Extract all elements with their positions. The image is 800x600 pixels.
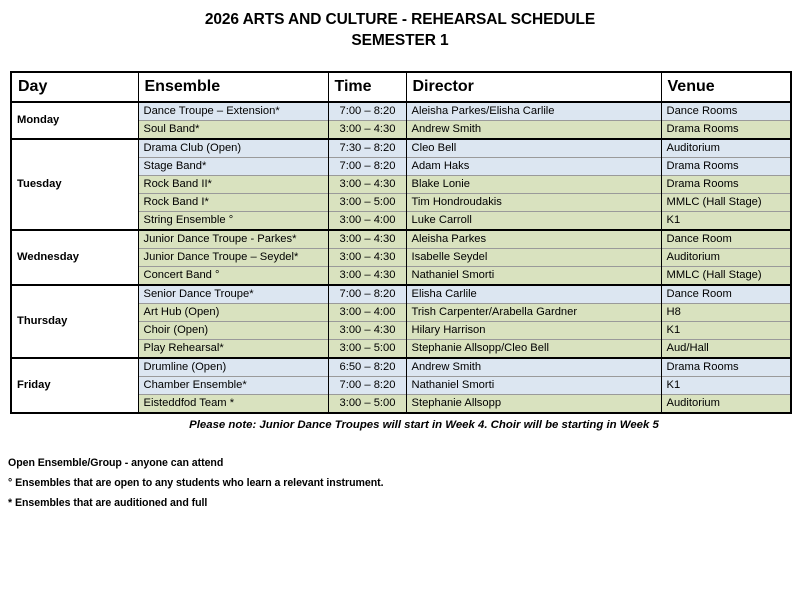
time-cell: 3:00 – 5:00 [328,395,406,414]
time-cell: 3:00 – 4:30 [328,249,406,267]
director-cell: Stephanie Allsopp [406,395,661,414]
day-cell: Thursday [11,285,138,358]
venue-cell: Auditorium [661,395,791,414]
director-cell: Blake Lonie [406,176,661,194]
venue-cell: Dance Room [661,285,791,304]
director-cell: Andrew Smith [406,358,661,377]
header-row [11,72,791,102]
venue-cell: K1 [661,377,791,395]
table-row [11,285,791,304]
column-header-ensemble: Ensemble [138,72,328,102]
day-cell: Friday [11,358,138,413]
director-cell: Tim Hondroudakis [406,194,661,212]
ensemble-cell: Drumline (Open) [138,358,328,377]
table-row [11,102,791,121]
director-cell: Luke Carroll [406,212,661,231]
footnotes-block [8,453,800,513]
venue-cell: Aud/Hall [661,340,791,359]
time-cell: 7:00 – 8:20 [328,285,406,304]
venue-cell: K1 [661,212,791,231]
director-cell: Nathaniel Smorti [406,377,661,395]
venue-cell: Auditorium [661,249,791,267]
director-cell: Andrew Smith [406,121,661,140]
time-cell: 3:00 – 4:30 [328,121,406,140]
table-row [11,358,791,377]
table-row [11,230,791,249]
director-cell: Hilary Harrison [406,322,661,340]
day-cell: Monday [11,102,138,139]
day-cell: Wednesday [11,230,138,285]
ensemble-cell: Dance Troupe – Extension* [138,102,328,121]
table-header [11,72,791,102]
footnote-line: * Ensembles that are auditioned and full [8,497,208,509]
director-cell: Trish Carpenter/Arabella Gardner [406,304,661,322]
time-cell: 3:00 – 4:00 [328,212,406,231]
venue-cell: Drama Rooms [661,158,791,176]
column-header-venue: Venue [661,72,791,102]
column-header-director: Director [406,72,661,102]
schedule-table-wrapper [10,71,790,414]
time-cell: 3:00 – 4:30 [328,267,406,286]
time-cell: 3:00 – 4:30 [328,230,406,249]
director-cell: Isabelle Seydel [406,249,661,267]
time-cell: 3:00 – 5:00 [328,194,406,212]
venue-cell: Dance Room [661,230,791,249]
director-cell: Nathaniel Smorti [406,267,661,286]
ensemble-cell: Soul Band* [138,121,328,140]
time-cell: 7:00 – 8:20 [328,158,406,176]
director-cell: Stephanie Allsopp/Cleo Bell [406,340,661,359]
ensemble-cell: Rock Band I* [138,194,328,212]
day-cell: Tuesday [11,139,138,230]
time-cell: 3:00 – 4:00 [328,304,406,322]
ensemble-cell: Drama Club (Open) [138,139,328,158]
ensemble-cell: Choir (Open) [138,322,328,340]
time-cell: 3:00 – 5:00 [328,340,406,359]
venue-cell: Drama Rooms [661,121,791,140]
venue-cell: K1 [661,322,791,340]
ensemble-cell: String Ensemble ° [138,212,328,231]
ensemble-cell: Rock Band II* [138,176,328,194]
time-cell: 7:00 – 8:20 [328,102,406,121]
venue-cell: H8 [661,304,791,322]
title-line-1: 2026 ARTS AND CULTURE - REHEARSAL SCHEDULE [204,11,596,28]
director-cell: Aleisha Parkes [406,230,661,249]
please-note: Please note: Junior Dance Troupes will start in Week 4. Choir will be starting in Week 5 [189,419,659,431]
ensemble-cell: Senior Dance Troupe* [138,285,328,304]
footnote-line: Open Ensemble/Group - anyone can attend [8,457,224,469]
ensemble-cell: Art Hub (Open) [138,304,328,322]
rehearsal-schedule-table [10,71,792,414]
ensemble-cell: Chamber Ensemble* [138,377,328,395]
venue-cell: Drama Rooms [661,358,791,377]
ensemble-cell: Play Rehearsal* [138,340,328,359]
venue-cell: MMLC (Hall Stage) [661,194,791,212]
director-cell: Cleo Bell [406,139,661,158]
time-cell: 7:00 – 8:20 [328,377,406,395]
venue-cell: Drama Rooms [661,176,791,194]
document-title [0,0,800,51]
ensemble-cell: Eisteddfod Team * [138,395,328,414]
director-cell: Adam Haks [406,158,661,176]
time-cell: 3:00 – 4:30 [328,322,406,340]
time-cell: 7:30 – 8:20 [328,139,406,158]
title-line-2: SEMESTER 1 [351,32,449,49]
table-row [11,139,791,158]
time-cell: 6:50 – 8:20 [328,358,406,377]
ensemble-cell: Junior Dance Troupe – Seydel* [138,249,328,267]
column-header-time: Time [328,72,406,102]
table-body [11,102,791,413]
ensemble-cell: Stage Band* [138,158,328,176]
venue-cell: MMLC (Hall Stage) [661,267,791,286]
venue-cell: Auditorium [661,139,791,158]
director-cell: Aleisha Parkes/Elisha Carlile [406,102,661,121]
column-header-day: Day [11,72,138,102]
ensemble-cell: Concert Band ° [138,267,328,286]
ensemble-cell: Junior Dance Troupe - Parkes* [138,230,328,249]
footnote-line: ° Ensembles that are open to any students who learn a relevant instrument. [8,477,384,489]
time-cell: 3:00 – 4:30 [328,176,406,194]
venue-cell: Dance Rooms [661,102,791,121]
director-cell: Elisha Carlile [406,285,661,304]
